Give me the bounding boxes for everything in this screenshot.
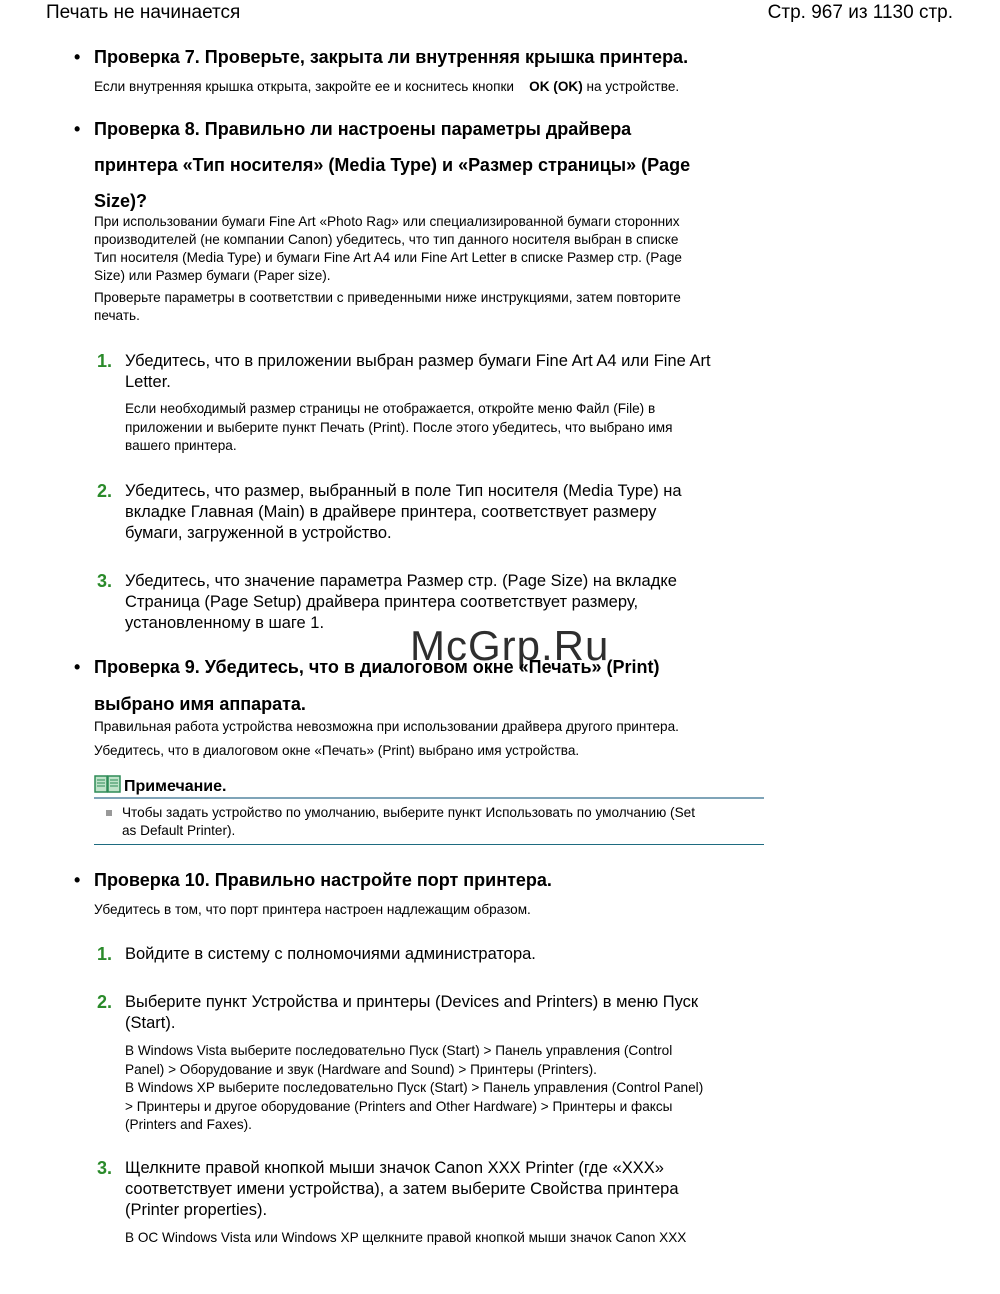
check9-heading-line2: выбрано имя аппарата.	[94, 694, 306, 714]
check9-paragraph2: Убедитесь, что в диалоговом окне «Печать» (Print) выбрано имя устройства.	[94, 743, 580, 758]
check10-heading: Проверка 10. Правильно настройте порт принтера.	[94, 870, 552, 890]
check8-step2-text: Убедитесь, что размер, выбранный в поле Тип носителя (Media Type) на вкладке Главная (Main) в драйвере принтера, соответствует размеру бумаги, загруженной в устройство.	[125, 482, 682, 542]
check7-heading: Проверка 7. Проверьте, закрыта ли внутренняя крышка принтера.	[94, 47, 689, 67]
check8-step1-detail: Если необходимый размер страницы не отображается, откройте меню Файл (File) в приложении и выберите пункт Печать (Print). После этого убедитесь, что выбрано имя вашего принтера.	[125, 401, 673, 453]
step-number: 1.	[97, 944, 113, 964]
check10-step3-text: Щелкните правой кнопкой мыши значок Canon XXX Printer (где «XXX» соответствует имени устройства), а затем выберите Свойства принтера (Printer properties).	[125, 1159, 679, 1219]
bullet: •	[74, 119, 81, 139]
step-number: 3.	[97, 1158, 113, 1178]
check10-step2-text: Выберите пункт Устройства и принтеры (Devices and Printers) в меню Пуск (Start).	[125, 993, 699, 1032]
check8-step1-text: Убедитесь, что в приложении выбран размер бумаги Fine Art A4 или Fine Art Letter.	[125, 352, 711, 391]
step-number: 3.	[97, 571, 113, 591]
note-title: Примечание.	[124, 778, 227, 795]
bullet: •	[74, 870, 81, 890]
bullet: •	[74, 47, 81, 67]
check10-paragraph: Убедитесь в том, что порт принтера настроен надлежащим образом.	[94, 902, 531, 917]
check8-heading-line2: принтера «Тип носителя» (Media Type) и «Размер страницы» (Page	[94, 155, 691, 175]
step-number: 2.	[97, 992, 113, 1012]
check8-paragraph1: При использовании бумаги Fine Art «Photo Rag» или специализированной бумаги сторонних производителей (не компании Canon) убедитесь, что тип данного носителя выбран в списке Тип носителя (Media Type) и бумаги Fine Art A4 или Fine Art Letter в списке Размер стр. (Page Size) или Размер бумаги (Paper size).	[94, 214, 682, 283]
watermark: McGrp.Ru	[410, 622, 610, 669]
ok-button-label: OK (OK)	[529, 79, 583, 94]
check9-heading-line1: Проверка 9. Убедитесь, что в диалоговом окне «Печать» (Print)	[94, 657, 660, 677]
note-item: Чтобы задать устройство по умолчанию, выберите пункт Использовать по умолчанию (Set as Default Printer).	[122, 805, 695, 838]
check10-step3-detail: В ОС Windows Vista или Windows XP щелкните правой кнопкой мыши значок Canon XXX	[125, 1230, 687, 1245]
note-bottom-divider	[94, 844, 764, 845]
step-number: 1.	[97, 351, 113, 371]
check10-step2-detail: В Windows Vista выберите последовательно Пуск (Start) > Панель управления (Control Panel) > Оборудование и звук (Hardware and Sound) > Принтеры (Printers). В Windows XP выберите последовательно Пуск (Start) > Панель управления (Control Panel) > Принтеры и другое оборудование (Printers and Other Hardware) > Принтеры и факсы (Printers and Faxes).	[125, 1043, 704, 1132]
page-counter: Стр. 967 из 1130 стр.	[767, 2, 953, 23]
bullet: •	[74, 657, 81, 677]
check9-paragraph1: Правильная работа устройства невозможна при использовании драйвера другого принтера.	[94, 719, 679, 734]
square-bullet-icon	[106, 810, 112, 816]
step-number: 2.	[97, 481, 113, 501]
check8-heading-line3: Size)?	[94, 191, 148, 211]
check8-paragraph2: Проверьте параметры в соответствии с приведенными ниже инструкциями, затем повторите печать.	[94, 290, 681, 323]
check7-text: Если внутренняя крышка открыта, закройте ее и коснитесь кнопки OK (OK) на устройстве.	[94, 79, 680, 94]
check8-heading-line1: Проверка 8. Правильно ли настроены параметры драйвера	[94, 119, 632, 139]
check8-step3-text: Убедитесь, что значение параметра Размер стр. (Page Size) на вкладке Страница (Page Setup) драйвера принтера соответствует размеру, установленному в шаге 1.	[125, 572, 677, 632]
note-box	[94, 772, 764, 846]
check10-step1-text: Войдите в систему с полномочиями администратора.	[125, 945, 536, 963]
note-divider	[94, 797, 764, 799]
book-icon	[94, 774, 121, 794]
page-header-title: Печать не начинается	[46, 2, 241, 23]
